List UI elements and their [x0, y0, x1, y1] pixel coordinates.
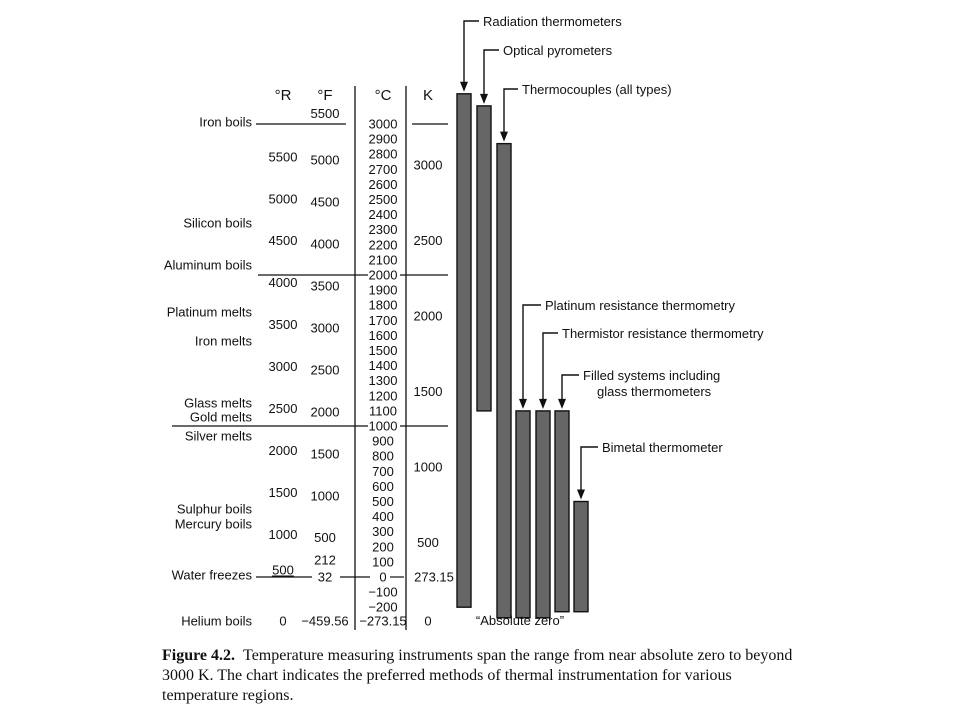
- bimetal-thermometer-arrowhead: [577, 490, 585, 500]
- celsius-tick: 500: [372, 494, 394, 509]
- material-water-freezes: Water freezes: [171, 567, 252, 583]
- filled-systems-including-glass-thermometers-arrowhead: [558, 399, 566, 409]
- celsius-tick: 1900: [368, 282, 398, 298]
- celsius-tick: 1200: [368, 388, 398, 404]
- celsius-tick: −200: [368, 599, 398, 615]
- rankine-tick: 4500: [268, 233, 298, 249]
- platinum-resistance-thermometry-leader: [523, 305, 541, 407]
- celsius-tick: 800: [372, 448, 394, 464]
- celsius-tick: 1000: [368, 418, 398, 434]
- rankine-tick: 3000: [268, 359, 298, 375]
- rankine-tick: 1000: [268, 526, 298, 542]
- scale-header-r: °R: [274, 87, 292, 104]
- rankine-tick: 0: [279, 613, 287, 629]
- celsius-tick: 600: [372, 478, 394, 494]
- celsius-tick: 1600: [368, 327, 398, 343]
- thermistor-resistance-thermometry-leader: [543, 333, 558, 407]
- rankine-tick: 2000: [268, 442, 298, 458]
- rankine-tick: 500: [272, 562, 294, 578]
- fahrenheit-tick: 4500: [310, 194, 340, 210]
- celsius-tick: 2200: [368, 237, 398, 253]
- kelvin-tick: 1500: [413, 384, 443, 400]
- fahrenheit-tick: 3500: [310, 278, 340, 294]
- platinum-resistance-thermometry-arrowhead: [519, 399, 527, 409]
- label-bimetal-thermometer: Bimetal thermometer: [602, 440, 723, 455]
- celsius-tick: 2600: [368, 176, 398, 192]
- fahrenheit-tick: 5000: [310, 152, 340, 168]
- celsius-tick: 2800: [368, 146, 398, 162]
- label-radiation-thermometers: Radiation thermometers: [483, 14, 622, 29]
- figure-number: Figure 4.2.: [162, 647, 236, 664]
- label-optical-pyrometers: Optical pyrometers: [503, 43, 613, 58]
- fahrenheit-tick: 4000: [310, 236, 340, 252]
- bar-bimetal-thermometer: [574, 502, 588, 612]
- fahrenheit-tick: −459.56: [301, 613, 349, 629]
- fahrenheit-tick: 212: [314, 552, 336, 568]
- optical-pyrometers-arrowhead: [480, 94, 488, 104]
- material-iron-melts: Iron melts: [194, 333, 252, 349]
- celsius-tick: 1300: [368, 373, 398, 389]
- celsius-tick: 2700: [368, 161, 398, 177]
- celsius-tick: 1100: [369, 403, 397, 419]
- fahrenheit-tick: 1000: [310, 488, 340, 504]
- scale-header-f: °F: [317, 87, 333, 104]
- radiation-thermometers-leader: [464, 21, 479, 90]
- celsius-tick: 2100: [368, 252, 398, 268]
- celsius-tick: 2500: [368, 192, 398, 207]
- celsius-tick: 2400: [368, 207, 398, 223]
- kelvin-tick: 1000: [413, 459, 443, 475]
- thermistor-resistance-thermometry-arrowhead: [539, 399, 547, 409]
- celsius-tick: 100: [372, 554, 394, 570]
- label-thermistor-resistance-thermometry: Thermistor resistance thermometry: [562, 326, 764, 341]
- fahrenheit-tick: 500: [314, 530, 336, 546]
- fahrenheit-tick: 3000: [310, 320, 340, 336]
- kelvin-tick: 273.15: [414, 569, 454, 585]
- celsius-tick: 900: [372, 433, 394, 449]
- material-gold-melts: Gold melts: [189, 409, 252, 425]
- celsius-tick: 3000: [368, 116, 398, 132]
- bar-platinum-resistance-thermometry: [516, 411, 530, 618]
- material-silicon-boils: Silicon boils: [183, 215, 252, 231]
- label-filled-systems-including-glass-thermometers: Filled systems including glass thermometers: [583, 368, 721, 399]
- celsius-tick: 1400: [368, 358, 398, 374]
- fahrenheit-tick: 5500: [310, 105, 340, 121]
- celsius-tick: 300: [372, 524, 394, 540]
- rankine-tick: 5000: [268, 191, 298, 207]
- radiation-thermometers-arrowhead: [460, 82, 468, 92]
- celsius-tick: 2900: [368, 131, 398, 147]
- celsius-tick: 700: [372, 463, 394, 479]
- fahrenheit-tick: 2500: [310, 362, 340, 378]
- figure-caption: [162, 646, 802, 706]
- rankine-tick: 2500: [268, 401, 298, 417]
- fahrenheit-tick: 2000: [310, 404, 340, 420]
- kelvin-tick: 2500: [413, 233, 443, 249]
- label-platinum-resistance-thermometry: Platinum resistance thermometry: [545, 298, 736, 313]
- kelvin-tick: 2000: [413, 308, 443, 324]
- celsius-tick: 0: [379, 569, 387, 585]
- material-helium-boils: Helium boils: [181, 613, 252, 629]
- bar-filled-systems-including-glass-thermometers: [555, 411, 569, 612]
- fahrenheit-tick: 1500: [310, 446, 340, 462]
- material-sulphur-boils: Sulphur boils: [176, 501, 252, 517]
- rankine-tick: 1500: [268, 484, 298, 500]
- rankine-tick: 3500: [268, 317, 298, 333]
- celsius-tick: −100: [368, 584, 398, 600]
- material-platinum-melts: Platinum melts: [166, 304, 252, 320]
- bar-thermistor-resistance-thermometry: [536, 411, 550, 618]
- bar-optical-pyrometers: [477, 106, 491, 411]
- bar-thermocouples-all-types: [497, 144, 511, 618]
- bar-radiation-thermometers: [457, 94, 471, 607]
- kelvin-tick: 3000: [413, 157, 443, 173]
- material-glass-melts: Glass melts: [184, 395, 252, 411]
- material-iron-boils: Iron boils: [199, 114, 252, 130]
- material-aluminum-boils: Aluminum boils: [163, 257, 252, 273]
- caption-text: Temperature measuring instruments span the range from near absolute zero to beyond 3000 K. The chart indicates the preferred methods of thermal instrumentation for various temperature regions.: [162, 647, 793, 704]
- celsius-tick: 1800: [368, 297, 398, 313]
- absolute-zero-label: “Absolute zero”: [475, 613, 565, 628]
- kelvin-tick: 0: [424, 613, 432, 629]
- rankine-tick: 4000: [268, 275, 298, 291]
- rankine-tick: 5500: [268, 149, 298, 165]
- kelvin-tick: 500: [417, 535, 439, 551]
- celsius-tick: 200: [372, 539, 394, 555]
- celsius-tick: 2000: [368, 267, 398, 283]
- celsius-tick: −273.15: [359, 613, 407, 629]
- celsius-tick: 400: [372, 509, 394, 525]
- scale-header-c: °C: [374, 87, 392, 104]
- material-mercury-boils: Mercury boils: [174, 516, 252, 532]
- fahrenheit-tick: 32: [317, 569, 333, 585]
- thermocouples-all-types-arrowhead: [500, 132, 508, 142]
- celsius-tick: 1500: [368, 343, 398, 358]
- label-thermocouples-all-types: Thermocouples (all types): [522, 82, 672, 97]
- material-silver-melts: Silver melts: [184, 428, 252, 444]
- celsius-tick: 2300: [368, 222, 398, 238]
- celsius-tick: 1700: [368, 312, 398, 328]
- scale-header-k: K: [422, 87, 434, 104]
